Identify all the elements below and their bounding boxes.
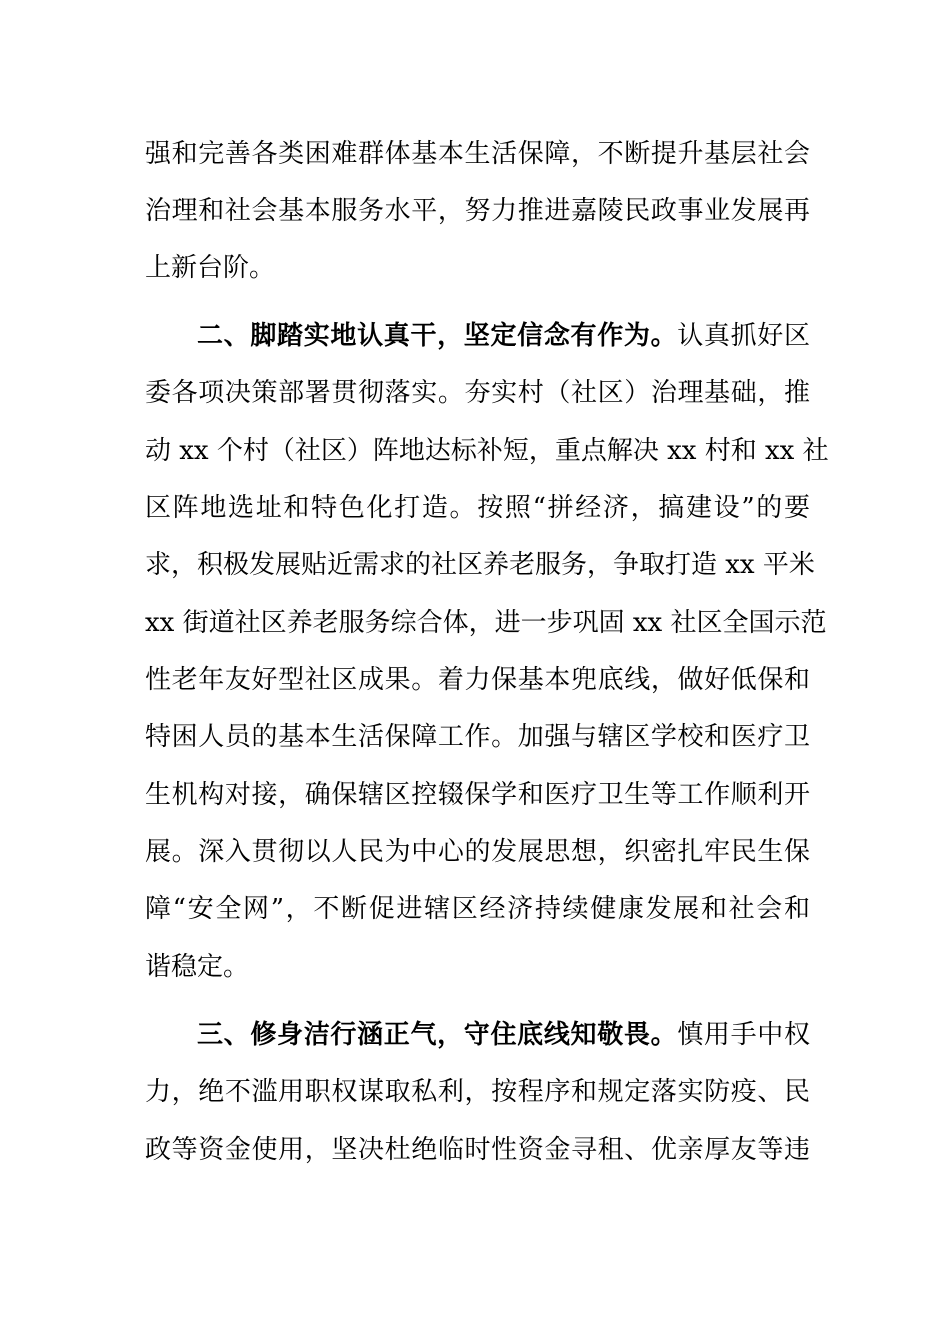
- section-heading: 二、脚踏实地认真干，坚定信念有作为。: [197, 321, 678, 351]
- text-fragment: 认真抓好区: [677, 321, 810, 351]
- text-line: 生机构对接，确保辖区控辍保学和医疗卫生等工作顺利开: [145, 780, 810, 810]
- text-line: 治理和社会基本服务水平，努力推进嘉陵民政事业发展再: [145, 196, 810, 226]
- text-line: 障“安全网”，不断促进辖区经济持续健康发展和社会和: [145, 894, 810, 924]
- text-line: 展。深入贯彻以人民为中心的发展思想，织密扎牢民生保: [145, 837, 810, 867]
- text-line: 谐稳定。: [145, 952, 250, 982]
- text-fragment: 慎用手中权: [677, 1020, 810, 1050]
- text-line: xx 街道社区养老服务综合体，进一步巩固 xx 社区全国示范: [145, 608, 827, 638]
- text-line: 求，积极发展贴近需求的社区养老服务，争取打造 xx 平米: [145, 550, 815, 580]
- text-line: 强和完善各类困难群体基本生活保障，不断提升基层社会: [145, 139, 810, 169]
- text-line: 委各项决策部署贯彻落实。夯实村（社区）治理基础，推: [145, 378, 810, 408]
- section-heading: 三、修身洁行涵正气，守住底线知敬畏。: [197, 1020, 678, 1050]
- text-line: 上新台阶。: [145, 253, 276, 283]
- text-line: 性老年友好型社区成果。着力保基本兜底线，做好低保和: [145, 665, 810, 695]
- text-line: 区阵地选址和特色化打造。按照“拼经济，搞建设”的要: [145, 493, 810, 523]
- text-line: 动 xx 个村（社区）阵地达标补短，重点解决 xx 村和 xx 社: [145, 436, 829, 466]
- section-heading-line: [197, 319, 810, 353]
- text-line: 特困人员的基本生活保障工作。加强与辖区学校和医疗卫: [145, 722, 810, 752]
- text-line: 政等资金使用，坚决杜绝临时性资金寻租、优亲厚友等违: [145, 1135, 810, 1165]
- section-heading-line: [197, 1018, 810, 1052]
- text-line: 力，绝不滥用职权谋取私利，按程序和规定落实防疫、民: [145, 1077, 810, 1107]
